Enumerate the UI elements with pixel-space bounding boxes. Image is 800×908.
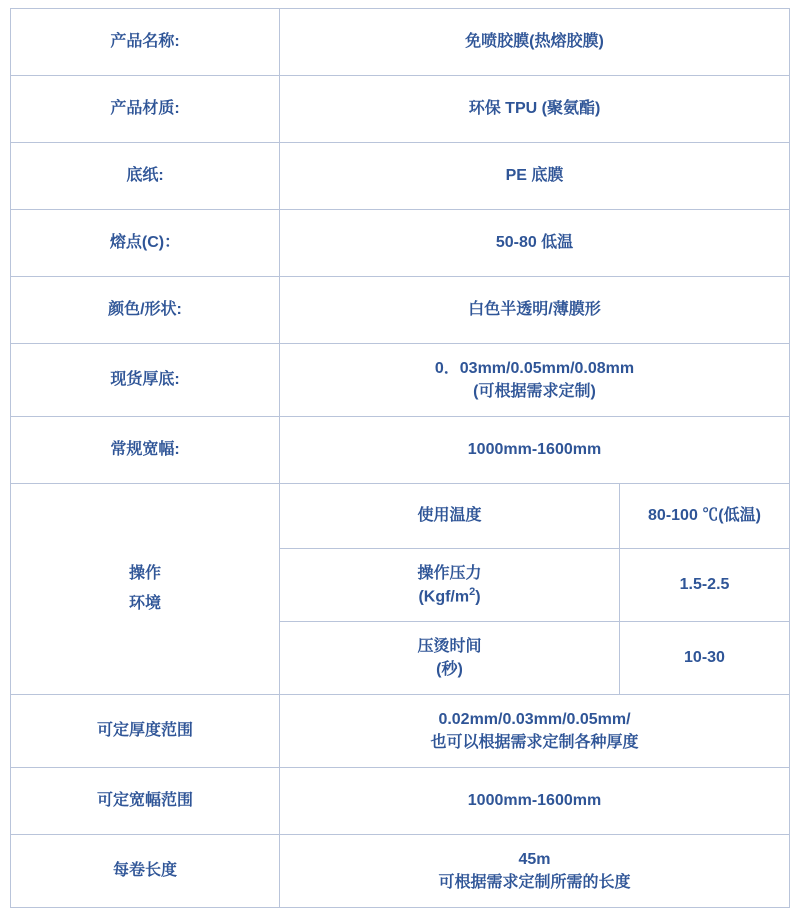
row-value-line2: 可根据需求定制所需的长度 <box>438 874 631 891</box>
row-label: 现货厚底: <box>11 344 280 417</box>
table-row <box>11 417 790 484</box>
row-label: 颜色/形状: <box>11 277 280 344</box>
row-value <box>280 695 790 768</box>
operating-environment-label <box>11 484 280 695</box>
row-value-line1: 0．03mm/0.05mm/0.08mm <box>434 359 635 377</box>
row-label: 每卷长度 <box>11 835 280 908</box>
table-row <box>11 76 790 143</box>
row-value-line2: (可根据需求定制) <box>473 383 596 400</box>
table-row <box>11 9 790 76</box>
operating-unit-close: ) <box>475 588 481 606</box>
row-value: 1000mm-1600mm <box>280 417 790 484</box>
table-row <box>11 768 790 835</box>
row-label: 产品名称: <box>11 9 280 76</box>
operating-item-name: 使用温度 <box>280 484 620 549</box>
row-value: 环保 TPU (聚氨酯) <box>280 76 790 143</box>
row-value: 50-80 低温 <box>280 210 790 277</box>
operating-unit-sup: 2 <box>469 585 476 598</box>
operating-item-name-line2 <box>284 585 615 609</box>
operating-item-name-line1: 操作压力 <box>417 564 482 582</box>
row-value-line1: 0.02mm/0.03mm/0.05mm/ <box>438 710 631 728</box>
row-value-line2: 也可以根据需求定制各种厚度 <box>430 734 639 751</box>
table-row <box>11 277 790 344</box>
operating-item-name-line1: 压烫时间 <box>417 637 482 655</box>
row-value: 免喷胶膜(热熔胶膜) <box>280 9 790 76</box>
table-row <box>11 210 790 277</box>
row-label: 可定宽幅范围 <box>11 768 280 835</box>
table-row <box>11 143 790 210</box>
row-label: 常规宽幅: <box>11 417 280 484</box>
table-row-operating-temperature <box>11 484 790 549</box>
table-row <box>11 835 790 908</box>
row-label: 产品材质: <box>11 76 280 143</box>
operating-item-value: 10-30 <box>620 622 790 695</box>
table-row <box>11 695 790 768</box>
operating-item-name <box>280 549 620 622</box>
operating-unit-text: (Kgf/m <box>418 588 470 606</box>
row-value: 白色半透明/薄膜形 <box>280 277 790 344</box>
table-row <box>11 344 790 417</box>
row-value: 1000mm-1600mm <box>280 768 790 835</box>
operating-item-name-line2: (秒) <box>436 661 463 678</box>
operating-label-line2: 环境 <box>128 595 161 612</box>
row-value <box>280 344 790 417</box>
operating-item-value: 80-100 ℃(低温) <box>620 484 790 549</box>
row-label: 底纸: <box>11 143 280 210</box>
operating-label-line1: 操作 <box>128 564 161 582</box>
row-label: 可定厚度范围 <box>11 695 280 768</box>
row-value-line1: 45m <box>518 850 551 868</box>
product-spec-table <box>10 8 790 908</box>
row-value <box>280 835 790 908</box>
row-label: 熔点(C)： <box>11 210 280 277</box>
row-value: PE 底膜 <box>280 143 790 210</box>
operating-item-name <box>280 622 620 695</box>
operating-item-value: 1.5-2.5 <box>620 549 790 622</box>
